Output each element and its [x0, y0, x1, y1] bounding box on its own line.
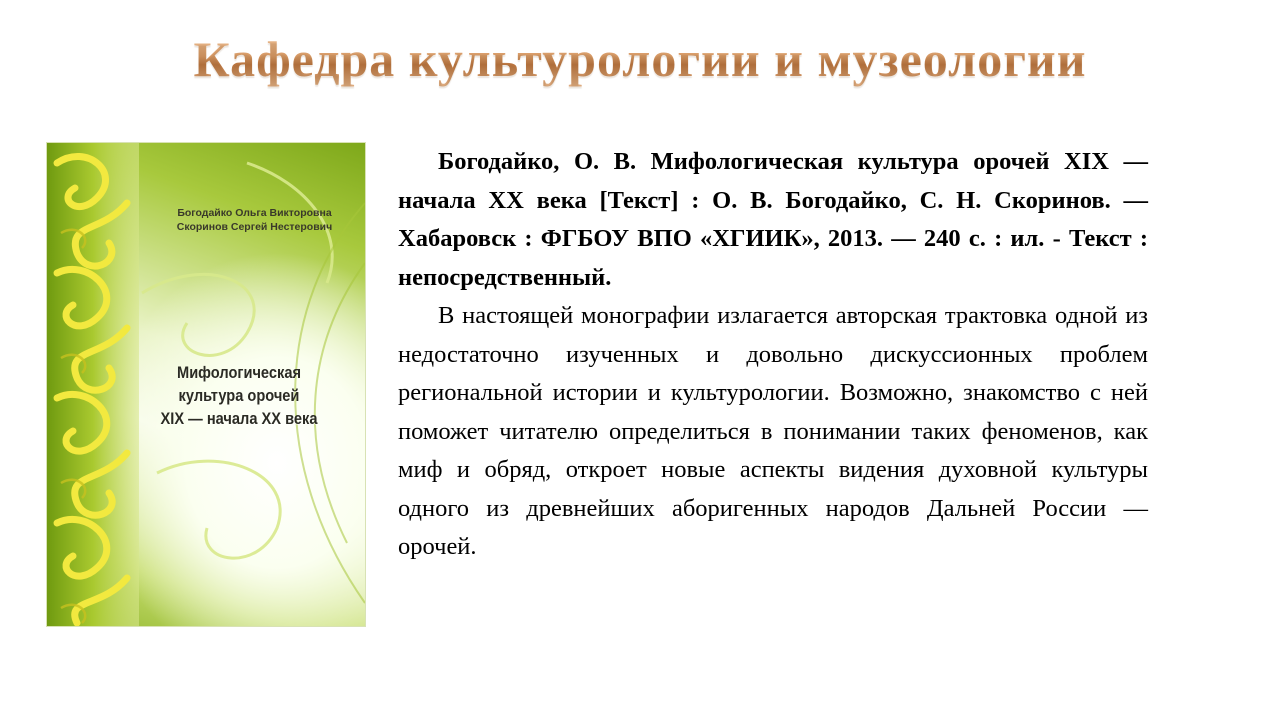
book-annotation: В настоящей монографии излагается авторская трактовка одной из недостаточно изученных и довольно дискуссионных проблем региональной истории и культурологии. Возможно, знакомство с ней поможет читателю определиться в понимании таких феноменов, как миф и обряд, откроет новые аспекты видения духовной культуры одного из древнейших аборигенных народов Дальней России — орочей.: [398, 302, 1148, 560]
slide-title: Кафедра культурологии и музеологии: [0, 30, 1280, 88]
book-title-line: культура орочей: [178, 386, 300, 405]
book-description: [398, 143, 1148, 567]
book-title: [136, 361, 342, 430]
book-cover-image: [47, 143, 365, 626]
book-title-line: XIX — начала XX века: [160, 409, 318, 428]
bibliographic-record: Богодайко, О. В. Мифологическая культура орочей XIX — начала XX века [Текст] : О. В. Богодайко, С. Н. Скоринов. — Хабаровск : ФГБОУ ВПО «ХГИИК», 2013. — 240 с. : ил. - Текст : непосредственный.: [398, 148, 1148, 291]
book-author: Скоринов Сергей Нестерович: [176, 221, 333, 233]
book-authors: [147, 206, 362, 234]
book-author: Богодайко Ольга Викторовна: [177, 207, 332, 219]
book-title-line: Мифологическая: [177, 363, 301, 382]
